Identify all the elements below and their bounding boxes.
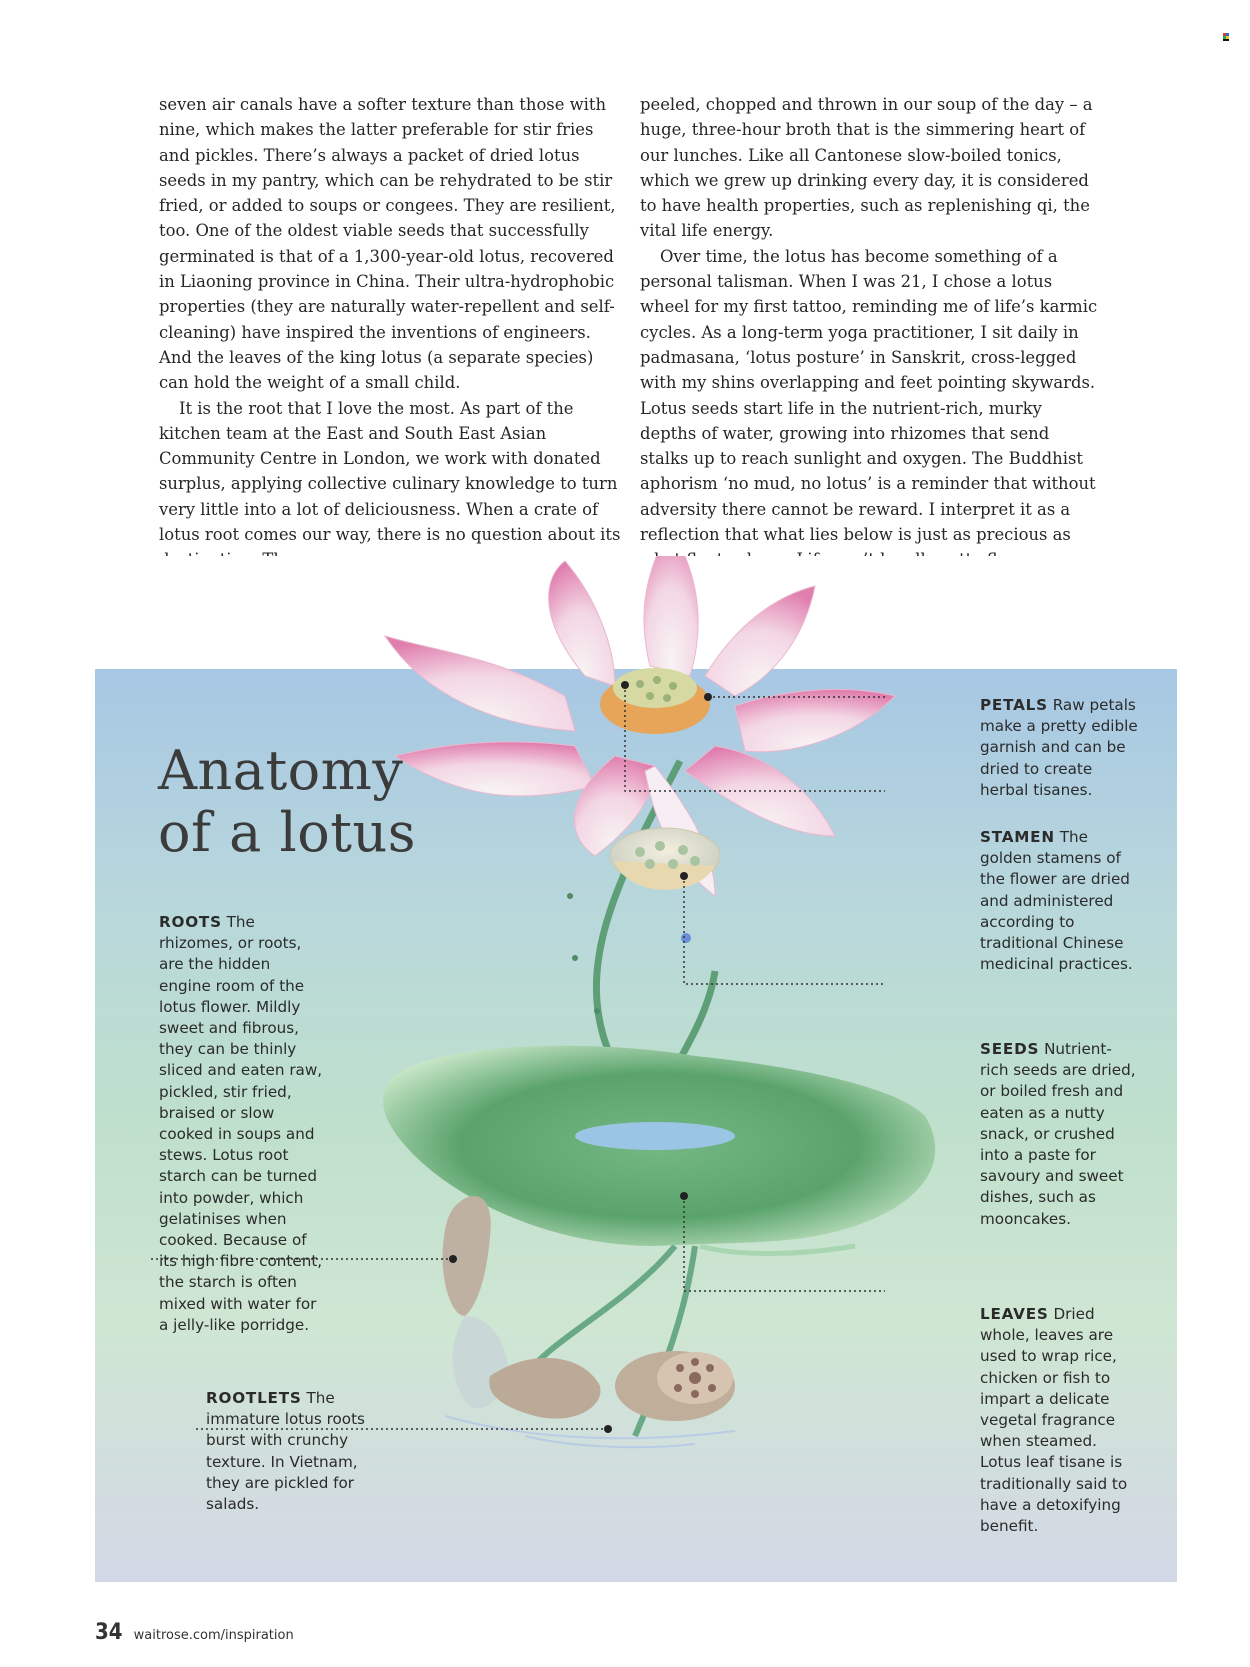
caption-rootlets bbox=[206, 1388, 366, 1515]
article-paragraph: seven air canals have a softer texture than those with nine, which makes the latter preferable for stir fries and pickles. There’s always a packet of dried lotus seeds in my pantry, which can be rehydrated to be stir fried, or added to soups or congees. They are resilient, too. One of the oldest viable seeds that successfully germinated is that of a 1,300-year-old lotus, recovered in Liaoning province in China. Their ultra-hydrophobic properties (they are naturally water-repellent and self-cleaning) have inspired the inventions of engineers. And the leaves of the king lotus (a separate species) can hold the weight of a small child. bbox=[159, 95, 616, 393]
site-link[interactable]: waitrose.com/inspiration bbox=[133, 1628, 294, 1643]
article-paragraph: It is the root that I love the most. As part of the kitchen team at the East and South East Asian Community Centre in London, we work with donated surplus, applying collective culinary knowledge to turn very little into a lot of deliciousness. When a crate of lotus root comes our way, there is no question about its bbox=[159, 398, 621, 545]
caption-label: ROOTS bbox=[159, 913, 222, 931]
caption-label: STAMEN bbox=[980, 828, 1055, 846]
page-number: 34 bbox=[95, 1620, 123, 1645]
caption-text: The immature lotus roots burst with crunchy texture. In Vietnam, they are pickled for salads. bbox=[206, 1389, 365, 1514]
caption-text: Dried whole, leaves are used to wrap rice, chicken or fish to impart a delicate vegetal fragrance when steamed. Lotus leaf tisane is traditionally said to have a detoxifying benefit. bbox=[980, 1305, 1128, 1536]
caption-roots bbox=[159, 912, 324, 1336]
caption-text: Raw petals make a pretty edible garnish and can be dried to create herbal tisanes. bbox=[980, 696, 1138, 799]
caption-petals bbox=[980, 695, 1140, 801]
article-column-left bbox=[159, 92, 621, 573]
article-paragraph: peeled, chopped and thrown in our soup of the day – a huge, three-hour broth that is the simmering heart of our lunches. Like all Cantonese slow-boiled tonics, which we grew up drinking every day, it is considered to have health properties, such as replenishing qi, the vital life energy. bbox=[640, 95, 1093, 241]
page-footer bbox=[95, 1620, 294, 1645]
article-column-right bbox=[640, 92, 1102, 573]
article-paragraph: Over time, the lotus has become something of a personal talisman. When I was 21, I chose a lotus wheel for my first tattoo, reminding me of life’s karmic cycles. As a long-term yoga practitioner, I sit daily in padmasana, ‘lotus posture’ in Sanskrit, cross-legged with my shins overlapping and feet pointing skywards. Lotus seeds start life in the nutrient-rich, murky depths of water, growing into rhizomes that send stalks up to reach sunlight and oxygen. The Buddhist aphorism ‘no mud, no lotus’ is a reminder that without adversity there cannot be reward. I interpret it as a reflection that what lies below is just as precious as bbox=[640, 246, 1098, 545]
caption-stamen bbox=[980, 827, 1140, 975]
caption-seeds bbox=[980, 1039, 1140, 1230]
caption-text: Nutrient-rich seeds are dried, or boiled fresh and eaten as a nutty snack, or crushed into a paste for savoury and sweet dishes, such as mooncakes. bbox=[980, 1040, 1136, 1228]
title-line-2: of a lotus bbox=[158, 801, 416, 864]
caption-leaves bbox=[980, 1304, 1140, 1537]
caption-label: LEAVES bbox=[980, 1305, 1049, 1323]
caption-label: ROOTLETS bbox=[206, 1389, 302, 1407]
corner-color-mark bbox=[1223, 33, 1229, 41]
caption-text: The golden stamens of the flower are dried and administered according to traditional Chinese medicinal practices. bbox=[980, 828, 1133, 974]
caption-text: The rhizomes, or roots, are the hidden engine room of the lotus flower. Mildly sweet and fibrous, they can be thinly sliced and eaten raw, pickled, stir fried, braised or slow cooked in soups and stews. Lotus root starch can be turned into powder, which gelatinises when cooked. Because of its high fibre content, the starch is often mixed with water for a jelly-like porridge. bbox=[159, 913, 323, 1334]
caption-label: PETALS bbox=[980, 696, 1048, 714]
caption-label: SEEDS bbox=[980, 1040, 1040, 1058]
title-line-1: Anatomy bbox=[158, 739, 404, 802]
infographic-title bbox=[158, 740, 416, 864]
